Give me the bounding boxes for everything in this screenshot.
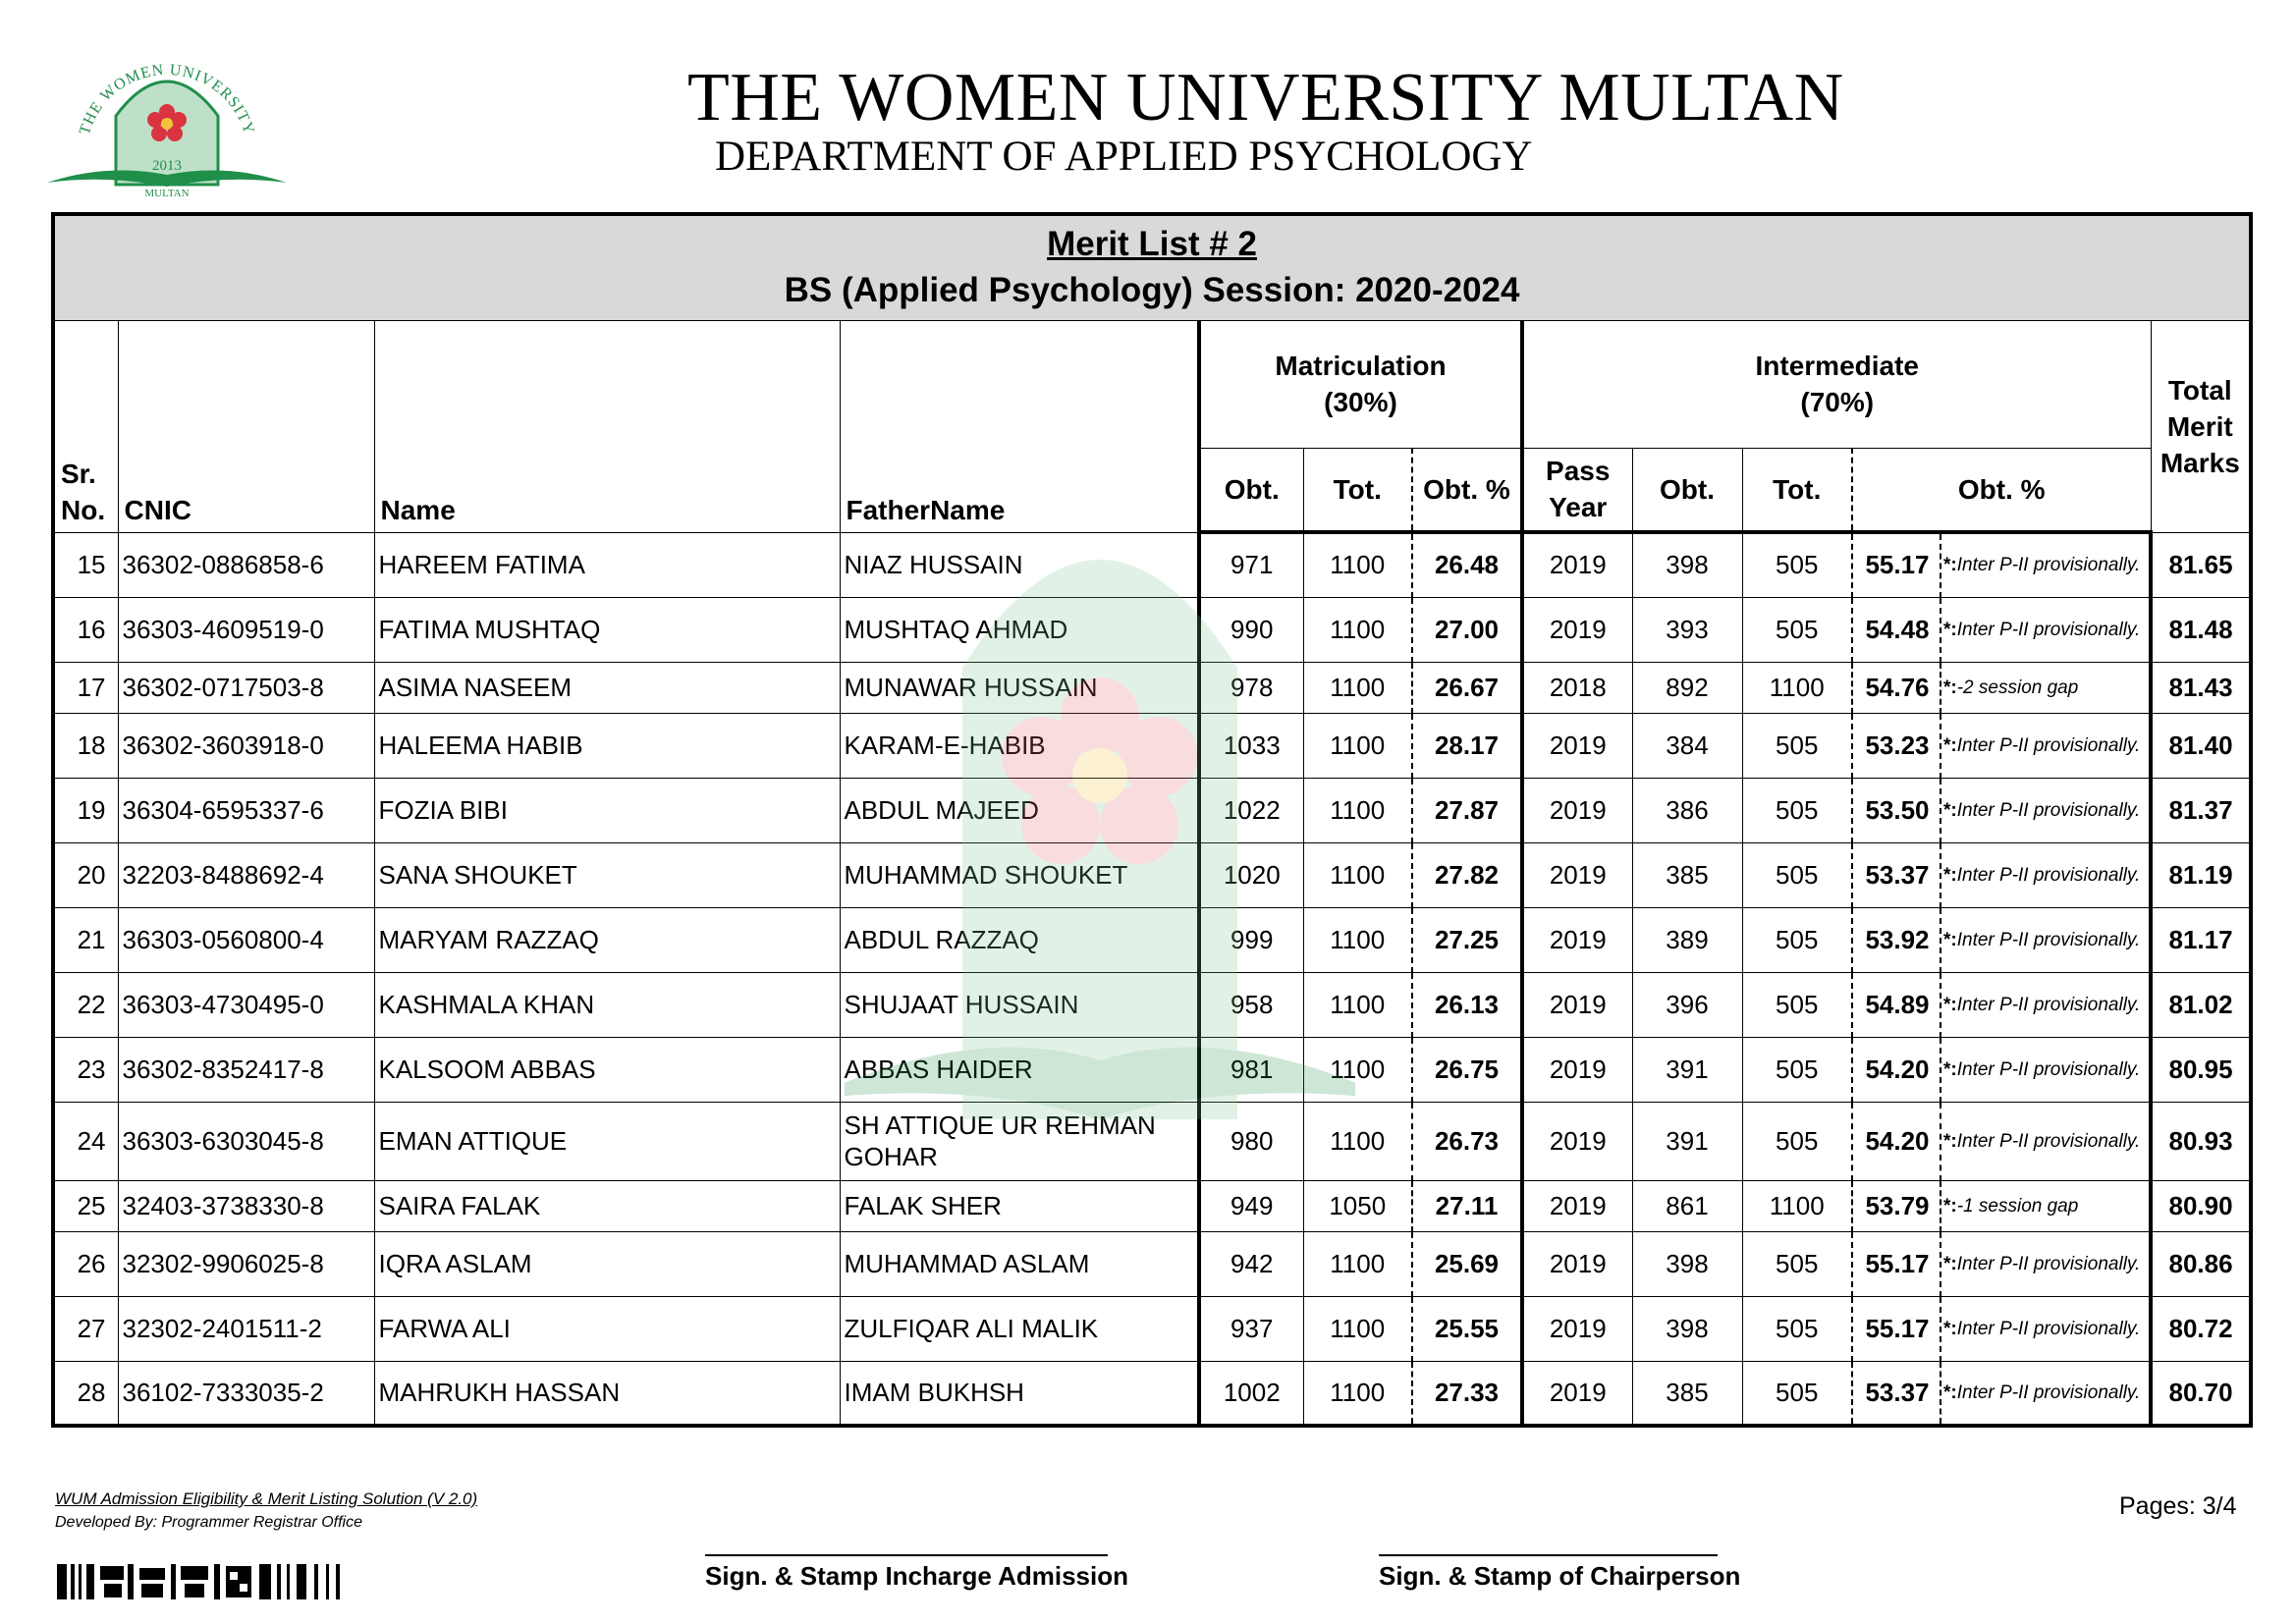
cell-pass-year: 2019 [1522,907,1632,972]
cell-matric-tot: 1100 [1303,1037,1412,1102]
cell-cnic: 36304-6595337-6 [118,778,374,842]
cell-matric-obt: 958 [1199,972,1303,1037]
cell-father: KARAM-E-HABIB [840,713,1199,778]
cell-inter-tot: 505 [1742,532,1852,597]
chairperson-signature-label: Sign. & Stamp of Chairperson [1379,1561,1741,1591]
cell-sr: 26 [53,1231,118,1296]
remark-text: Inter P-II provisionally. [1956,555,2141,576]
cell-inter-obt: 393 [1632,597,1742,662]
remark-text: Inter P-II provisionally. [1956,1130,2141,1152]
cell-total-merit: 81.48 [2151,597,2251,662]
remark-text: Inter P-II provisionally. [1956,799,2141,821]
cell-matric-tot: 1100 [1303,662,1412,713]
remark-marker: *: [1943,994,1957,1015]
table-row [53,1037,2251,1102]
cell-matric-tot: 1100 [1303,1102,1412,1180]
table-caption [53,214,2251,320]
cell-remark [1941,713,2151,778]
table-row [53,532,2251,597]
cell-inter-tot: 505 [1742,597,1852,662]
cell-inter-pct: 55.17 [1852,1231,1941,1296]
cell-remark [1941,597,2151,662]
merit-list-table [51,212,2253,1428]
cell-total-merit: 80.72 [2151,1296,2251,1361]
table-row [53,1231,2251,1296]
cell-name: FARWA ALI [374,1296,840,1361]
cell-inter-pct: 54.76 [1852,662,1941,713]
cell-cnic: 32403-3738330-8 [118,1180,374,1231]
cell-father: MUHAMMAD SHOUKET [840,842,1199,907]
cell-remark [1941,778,2151,842]
cell-matric-tot: 1100 [1303,842,1412,907]
cell-name: SANA SHOUKET [374,842,840,907]
cell-name: HAREEM FATIMA [374,532,840,597]
cell-inter-pct: 54.48 [1852,597,1941,662]
remark-marker: *: [1943,864,1957,886]
page-number: Pages: 3/4 [2119,1492,2237,1520]
cell-sr: 17 [53,662,118,713]
department-title: DEPARTMENT OF APPLIED PSYCHOLOGY [715,134,1533,180]
cell-matric-pct: 26.13 [1412,972,1522,1037]
logo-city: MULTAN [144,188,190,199]
cell-name: FATIMA MUSHTAQ [374,597,840,662]
cell-pass-year: 2019 [1522,972,1632,1037]
cell-matric-obt: 942 [1199,1231,1303,1296]
cell-father: NIAZ HUSSAIN [840,532,1199,597]
cell-remark [1941,1296,2151,1361]
col-inter-tot: Tot. [1742,448,1852,532]
cell-remark [1941,972,2151,1037]
remark-marker: *: [1943,734,1957,756]
cell-sr: 20 [53,842,118,907]
cell-inter-obt: 892 [1632,662,1742,713]
cell-pass-year: 2018 [1522,662,1632,713]
remark-text: -2 session gap [1956,677,2079,698]
cell-inter-tot: 505 [1742,842,1852,907]
cell-matric-obt: 937 [1199,1296,1303,1361]
university-title: THE WOMEN UNIVERSITY MULTAN [687,60,1844,135]
cell-sr: 15 [53,532,118,597]
cell-matric-obt: 1002 [1199,1361,1303,1426]
cell-total-merit: 81.40 [2151,713,2251,778]
cell-cnic: 36303-4730495-0 [118,972,374,1037]
matric-weight: (30%) [1324,387,1397,417]
inter-label: Intermediate [1755,351,1919,381]
cell-father: SHUJAAT HUSSAIN [840,972,1199,1037]
cell-cnic: 32302-9906025-8 [118,1231,374,1296]
cell-total-merit: 81.43 [2151,662,2251,713]
cell-matric-pct: 27.82 [1412,842,1522,907]
cell-inter-obt: 391 [1632,1037,1742,1102]
cell-name: KALSOOM ABBAS [374,1037,840,1102]
cell-total-merit: 81.65 [2151,532,2251,597]
col-matric-tot: Tot. [1303,448,1412,532]
cell-name: SAIRA FALAK [374,1180,840,1231]
cell-father: FALAK SHER [840,1180,1199,1231]
cell-inter-tot: 505 [1742,907,1852,972]
table-row [53,662,2251,713]
col-group-matriculation [1199,320,1522,448]
cell-remark [1941,1231,2151,1296]
admission-signature-line [705,1554,1108,1556]
cell-matric-tot: 1100 [1303,1361,1412,1426]
cell-total-merit: 80.90 [2151,1180,2251,1231]
table-row [53,1102,2251,1180]
cell-matric-obt: 1033 [1199,713,1303,778]
cell-father: IMAM BUKHSH [840,1361,1199,1426]
cell-matric-pct: 27.33 [1412,1361,1522,1426]
cell-matric-tot: 1100 [1303,907,1412,972]
cell-pass-year: 2019 [1522,1102,1632,1180]
cell-remark [1941,842,2151,907]
cell-cnic: 36302-8352417-8 [118,1037,374,1102]
cell-remark [1941,1037,2151,1102]
cell-inter-tot: 505 [1742,1231,1852,1296]
cell-inter-obt: 389 [1632,907,1742,972]
cell-matric-pct: 26.48 [1412,532,1522,597]
cell-matric-pct: 27.11 [1412,1180,1522,1231]
remark-text: Inter P-II provisionally. [1956,929,2141,950]
cell-matric-obt: 981 [1199,1037,1303,1102]
cell-matric-obt: 1020 [1199,842,1303,907]
logo-year: 2013 [152,158,182,174]
col-cnic: CNIC [118,320,374,532]
cell-total-merit: 80.86 [2151,1231,2251,1296]
col-matric-pct: Obt. % [1412,448,1522,532]
table-row [53,1361,2251,1426]
cell-matric-obt: 990 [1199,597,1303,662]
cell-inter-pct: 54.89 [1852,972,1941,1037]
cell-remark [1941,662,2151,713]
cell-father: ABBAS HAIDER [840,1037,1199,1102]
remark-marker: *: [1943,555,1957,576]
cell-cnic: 36303-6303045-8 [118,1102,374,1180]
cell-matric-pct: 27.87 [1412,778,1522,842]
cell-inter-pct: 54.20 [1852,1037,1941,1102]
cell-matric-pct: 25.55 [1412,1296,1522,1361]
cell-remark [1941,1102,2151,1180]
remark-marker: *: [1943,619,1957,640]
cell-sr: 16 [53,597,118,662]
cell-inter-obt: 385 [1632,1361,1742,1426]
cell-inter-pct: 53.79 [1852,1180,1941,1231]
chairperson-signature-line [1379,1554,1718,1556]
cell-sr: 22 [53,972,118,1037]
remark-marker: *: [1943,929,1957,950]
cell-sr: 19 [53,778,118,842]
software-credit: WUM Admission Eligibility & Merit Listing Solution (V 2.0) [55,1489,478,1508]
cell-matric-obt: 1022 [1199,778,1303,842]
cell-matric-obt: 971 [1199,532,1303,597]
cell-pass-year: 2019 [1522,532,1632,597]
cell-inter-obt: 391 [1632,1102,1742,1180]
remark-text: Inter P-II provisionally. [1956,994,2141,1015]
col-inter-pct: Obt. % [1852,448,2151,532]
col-pass-year: Pass Year [1522,448,1632,532]
cell-matric-tot: 1100 [1303,778,1412,842]
cell-inter-obt: 384 [1632,713,1742,778]
remark-marker: *: [1943,1195,1957,1217]
cell-inter-tot: 505 [1742,972,1852,1037]
cell-name: IQRA ASLAM [374,1231,840,1296]
cell-total-merit: 81.19 [2151,842,2251,907]
cell-matric-obt: 980 [1199,1102,1303,1180]
cell-pass-year: 2019 [1522,1180,1632,1231]
cell-pass-year: 2019 [1522,597,1632,662]
cell-matric-tot: 1100 [1303,532,1412,597]
table-row [53,842,2251,907]
cell-inter-tot: 1100 [1742,1180,1852,1231]
cell-inter-obt: 398 [1632,1296,1742,1361]
cell-matric-obt: 999 [1199,907,1303,972]
cell-father: MUNAWAR HUSSAIN [840,662,1199,713]
remark-marker: *: [1943,1058,1957,1080]
inter-weight: (70%) [1800,387,1875,417]
cell-total-merit: 81.02 [2151,972,2251,1037]
table-body [53,532,2251,1426]
remark-marker: *: [1943,1253,1957,1274]
col-father: FatherName [840,320,1199,532]
table-row [53,907,2251,972]
cell-pass-year: 2019 [1522,713,1632,778]
barcode-icon [57,1564,377,1599]
cell-cnic: 36302-0717503-8 [118,662,374,713]
cell-matric-tot: 1100 [1303,713,1412,778]
cell-matric-tot: 1100 [1303,1296,1412,1361]
table-row [53,597,2251,662]
cell-matric-pct: 26.73 [1412,1102,1522,1180]
remark-text: Inter P-II provisionally. [1956,1058,2141,1080]
cell-inter-pct: 55.17 [1852,532,1941,597]
cell-sr: 23 [53,1037,118,1102]
cell-cnic: 36302-0886858-6 [118,532,374,597]
cell-sr: 27 [53,1296,118,1361]
remark-text: -1 session gap [1956,1195,2079,1217]
cell-total-merit: 80.93 [2151,1102,2251,1180]
cell-name: MAHRUKH HASSAN [374,1361,840,1426]
cell-inter-pct: 53.37 [1852,842,1941,907]
cell-inter-pct: 53.37 [1852,1361,1941,1426]
cell-inter-tot: 505 [1742,1361,1852,1426]
cell-matric-pct: 25.69 [1412,1231,1522,1296]
cell-name: ASIMA NASEEM [374,662,840,713]
cell-inter-obt: 398 [1632,1231,1742,1296]
table-row [53,972,2251,1037]
remark-marker: *: [1943,1130,1957,1152]
cell-cnic: 36102-7333035-2 [118,1361,374,1426]
cell-name: HALEEMA HABIB [374,713,840,778]
col-group-intermediate [1522,320,2151,448]
cell-matric-pct: 26.75 [1412,1037,1522,1102]
cell-matric-tot: 1100 [1303,597,1412,662]
cell-matric-pct: 26.67 [1412,662,1522,713]
merit-list-number: Merit List # 2 [1047,224,1258,263]
cell-matric-tot: 1100 [1303,1231,1412,1296]
cell-inter-pct: 53.92 [1852,907,1941,972]
remark-marker: *: [1943,1318,1957,1339]
cell-father: ZULFIQAR ALI MALIK [840,1296,1199,1361]
university-logo [47,37,287,200]
col-inter-obt: Obt. [1632,448,1742,532]
cell-father: ABDUL MAJEED [840,778,1199,842]
logo-arc-text: THE WOMEN UNIVERSITY [76,61,258,137]
cell-cnic: 32302-2401511-2 [118,1296,374,1361]
cell-inter-obt: 385 [1632,842,1742,907]
cell-remark [1941,532,2151,597]
cell-inter-obt: 398 [1632,532,1742,597]
table-row [53,778,2251,842]
cell-cnic: 32203-8488692-4 [118,842,374,907]
cell-total-merit: 80.70 [2151,1361,2251,1426]
table-row [53,1296,2251,1361]
cell-matric-pct: 27.25 [1412,907,1522,972]
remark-text: Inter P-II provisionally. [1956,619,2141,640]
cell-inter-pct: 55.17 [1852,1296,1941,1361]
cell-total-merit: 81.37 [2151,778,2251,842]
cell-remark [1941,1361,2151,1426]
cell-name: EMAN ATTIQUE [374,1102,840,1180]
cell-inter-tot: 505 [1742,778,1852,842]
admission-signature-label: Sign. & Stamp Incharge Admission [705,1561,1128,1591]
developer-credit: Developed By: Programmer Registrar Office [55,1514,362,1531]
remark-text: Inter P-II provisionally. [1956,734,2141,756]
remark-marker: *: [1943,799,1957,821]
cell-sr: 18 [53,713,118,778]
remark-marker: *: [1943,677,1957,698]
cell-pass-year: 2019 [1522,1296,1632,1361]
remark-text: Inter P-II provisionally. [1956,1318,2141,1339]
cell-inter-pct: 53.50 [1852,778,1941,842]
cell-name: KASHMALA KHAN [374,972,840,1037]
cell-cnic: 36303-0560800-4 [118,907,374,972]
cell-matric-obt: 949 [1199,1180,1303,1231]
cell-father: SH ATTIQUE UR REHMAN GOHAR [840,1102,1199,1180]
col-matric-obt: Obt. [1199,448,1303,532]
cell-father: MUHAMMAD ASLAM [840,1231,1199,1296]
cell-name: MARYAM RAZZAQ [374,907,840,972]
remark-text: Inter P-II provisionally. [1956,1381,2141,1403]
cell-father: ABDUL RAZZAQ [840,907,1199,972]
col-total-merit: Total Merit Marks [2151,320,2251,532]
matric-label: Matriculation [1275,351,1447,381]
cell-inter-tot: 505 [1742,713,1852,778]
cell-sr: 21 [53,907,118,972]
remark-text: Inter P-II provisionally. [1956,1253,2141,1274]
cell-inter-obt: 861 [1632,1180,1742,1231]
cell-remark [1941,1180,2151,1231]
cell-cnic: 36303-4609519-0 [118,597,374,662]
col-sr: Sr. No. [53,320,118,532]
cell-cnic: 36302-3603918-0 [118,713,374,778]
table-row [53,713,2251,778]
cell-sr: 24 [53,1102,118,1180]
remark-marker: *: [1943,1381,1957,1403]
col-name: Name [374,320,840,532]
cell-pass-year: 2019 [1522,1037,1632,1102]
cell-inter-obt: 396 [1632,972,1742,1037]
cell-remark [1941,907,2151,972]
table-row [53,1180,2251,1231]
cell-sr: 28 [53,1361,118,1426]
cell-total-merit: 81.17 [2151,907,2251,972]
cell-matric-pct: 27.00 [1412,597,1522,662]
cell-inter-pct: 53.23 [1852,713,1941,778]
remark-text: Inter P-II provisionally. [1956,864,2141,886]
program-session: BS (Applied Psychology) Session: 2020-2024 [784,270,1520,309]
cell-matric-tot: 1050 [1303,1180,1412,1231]
cell-pass-year: 2019 [1522,1361,1632,1426]
cell-sr: 25 [53,1180,118,1231]
cell-name: FOZIA BIBI [374,778,840,842]
cell-inter-tot: 1100 [1742,662,1852,713]
cell-total-merit: 80.95 [2151,1037,2251,1102]
cell-inter-obt: 386 [1632,778,1742,842]
cell-inter-tot: 505 [1742,1102,1852,1180]
cell-inter-tot: 505 [1742,1296,1852,1361]
cell-inter-pct: 54.20 [1852,1102,1941,1180]
cell-inter-tot: 505 [1742,1037,1852,1102]
cell-pass-year: 2019 [1522,778,1632,842]
cell-matric-tot: 1100 [1303,972,1412,1037]
cell-matric-obt: 978 [1199,662,1303,713]
cell-pass-year: 2019 [1522,1231,1632,1296]
cell-father: MUSHTAQ AHMAD [840,597,1199,662]
cell-pass-year: 2019 [1522,842,1632,907]
cell-matric-pct: 28.17 [1412,713,1522,778]
